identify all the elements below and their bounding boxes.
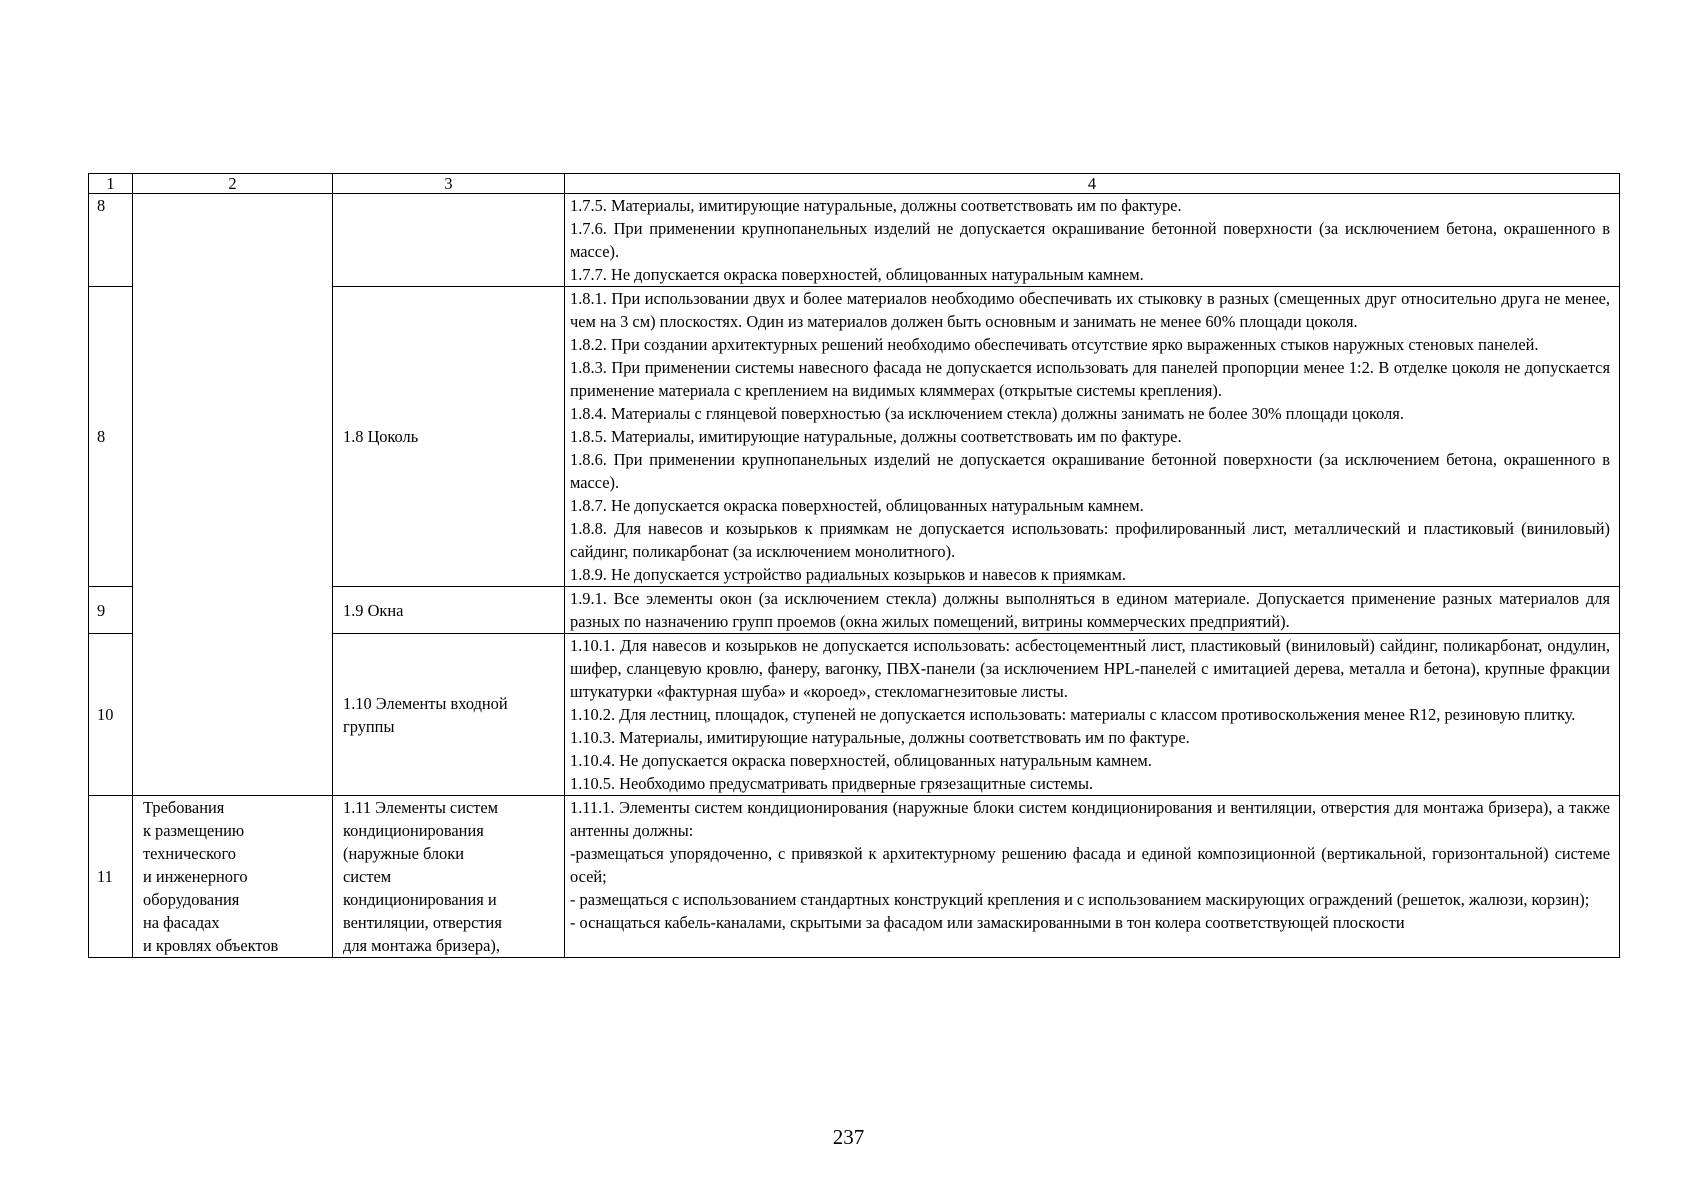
- requirement-text: 1.8.7. Не допускается окраска поверхностей, облицованных натуральным камнем.: [570, 496, 1144, 515]
- requirement-text: 1.11.1. Элементы систем кондиционирования (наружные блоки систем кондиционирования и вентиляции, отверстия для монтажа бризера), а также антенны должны:: [570, 798, 1610, 840]
- row-number: 9: [89, 587, 133, 634]
- requirement-text: 1.10.1. Для навесов и козырьков не допускается использовать: асбестоцементный лист, пластиковый (виниловый) сайдинг, поликарбонат, ондулин, шифер, сланцевую кровлю, фанеру, вагонку, ПВХ-панели (за исключением HPL-панелей с имитацией дерева, металла и бетона), крупные фракции штукатурки «фактурная шуба» и «короед», стекломагнезитовые листы.: [570, 636, 1610, 701]
- section-line: (наружные блоки: [343, 844, 464, 863]
- header-cell: 3: [333, 174, 565, 194]
- requirement-text: 1.10.2. Для лестниц, площадок, ступеней не допускается использовать: материалы с классом противоскольжения менее R12, резиновую плитку.: [570, 705, 1576, 724]
- category-line: к размещению: [143, 821, 245, 840]
- section-cell: 1.8 Цоколь: [333, 287, 565, 587]
- row-number: 8: [89, 287, 133, 587]
- section-line: 1.11 Элементы систем: [343, 798, 499, 817]
- table-row: [89, 796, 1620, 958]
- requirement-text: 1.8.6. При применении крупнопанельных изделий не допускается окрашивание бетонной поверхности (за исключением бетона, окрашенного в массе).: [570, 450, 1610, 492]
- section-line: для монтажа бризера),: [343, 936, 500, 955]
- page-number: 237: [832, 1125, 865, 1149]
- requirements-cell: [565, 796, 1620, 958]
- requirements-cell: [565, 287, 1620, 587]
- header-cell: 4: [565, 174, 1620, 194]
- table-header-row: [89, 174, 1620, 194]
- section-cell: [333, 194, 565, 287]
- table-row: [89, 194, 1620, 287]
- row-number: 10: [89, 634, 133, 796]
- row-number: 8: [89, 194, 133, 287]
- requirement-text: 1.7.6. При применении крупнопанельных изделий не допускается окрашивание бетонной поверхности (за исключением бетона, окрашенного в массе).: [570, 219, 1610, 261]
- category-line: оборудования: [143, 890, 240, 909]
- section-cell: [333, 796, 565, 958]
- category-line: и кровлях объектов: [143, 936, 279, 955]
- requirement-text: 1.8.8. Для навесов и козырьков к приямкам не допускается использовать: профилированный лист, металлический и пластиковый (виниловый) сайдинг, поликарбонат (за исключением монолитного).: [570, 519, 1610, 561]
- requirement-text: -размещаться упорядоченно, с привязкой к архитектурному решению фасада и единой композиционной (вертикальной, горизонтальной) системе осей;: [570, 844, 1610, 886]
- section-cell: 1.10 Элементы входной группы: [333, 634, 565, 796]
- requirement-text: 1.8.1. При использовании двух и более материалов необходимо обеспечивать их стыковку в разных (смещенных друг относительно друга не менее, чем на 3 см) плоскостях. Один из материалов должен быть основным и занимать не менее 60% площади цоколя.: [570, 289, 1610, 331]
- requirement-text: 1.10.4. Не допускается окраска поверхностей, облицованных натуральным камнем.: [570, 751, 1152, 770]
- requirement-text: 1.7.5. Материалы, имитирующие натуральные, должны соответствовать им по фактуре.: [570, 196, 1182, 215]
- requirement-text: 1.8.3. При применении системы навесного фасада не допускается использовать для панелей пропорции менее 1:2. В отделке цоколя не допускается применение материала с креплением на видимых кляммерах (открытые системы крепления).: [570, 358, 1610, 400]
- category-line: и инженерного: [143, 867, 248, 886]
- requirement-text: 1.8.2. При создании архитектурных решений необходимо обеспечивать отсутствие ярко выраженных стыков наружных стеновых панелей.: [570, 335, 1539, 354]
- requirement-text: 1.8.4. Материалы с глянцевой поверхностью (за исключением стекла) должны занимать не более 30% площади цоколя.: [570, 404, 1404, 423]
- requirement-text: 1.7.7. Не допускается окраска поверхностей, облицованных натуральным камнем.: [570, 265, 1144, 284]
- requirement-text: - оснащаться кабель-каналами, скрытыми за фасадом или замаскированными в тон колера соответствующей плоскости: [570, 913, 1405, 932]
- category-line: технического: [143, 844, 236, 863]
- category-line: на фасадах: [143, 913, 220, 932]
- header-cell: 1: [89, 174, 133, 194]
- requirement-text: 1.10.3. Материалы, имитирующие натуральные, должны соответствовать им по фактуре.: [570, 728, 1190, 747]
- requirement-text: 1.9.1. Все элементы окон (за исключением стекла) должны выполняться в едином материале. Допускается применение разных материалов для разных по назначению групп проемов (окна жилых помещений, витрины коммерческих предприятий).: [570, 589, 1610, 631]
- section-line: кондиционирования и: [343, 890, 497, 909]
- section-line: вентиляции, отверстия: [343, 913, 502, 932]
- category-line: Требования: [143, 798, 225, 817]
- requirement-text: 1.10.5. Необходимо предусматривать придверные грязезащитные системы.: [570, 774, 1094, 793]
- requirement-text: - размещаться с использованием стандартных конструкций крепления и с использованием маскирующих ограждений (решеток, жалюзи, корзин);: [570, 890, 1590, 909]
- requirement-text: 1.8.9. Не допускается устройство радиальных козырьков и навесов к приямкам.: [570, 565, 1126, 584]
- requirements-cell: [565, 194, 1620, 287]
- header-cell: 2: [133, 174, 333, 194]
- category-cell-empty: [133, 194, 333, 796]
- requirements-cell: [565, 634, 1620, 796]
- section-line: систем: [343, 867, 392, 886]
- section-cell: 1.9 Окна: [333, 587, 565, 634]
- category-cell: [133, 796, 333, 958]
- section-line: кондиционирования: [343, 821, 484, 840]
- requirements-cell: [565, 587, 1620, 634]
- requirement-text: 1.8.5. Материалы, имитирующие натуральные, должны соответствовать им по фактуре.: [570, 427, 1182, 446]
- row-number: 11: [89, 796, 133, 958]
- requirements-table: [88, 173, 1620, 958]
